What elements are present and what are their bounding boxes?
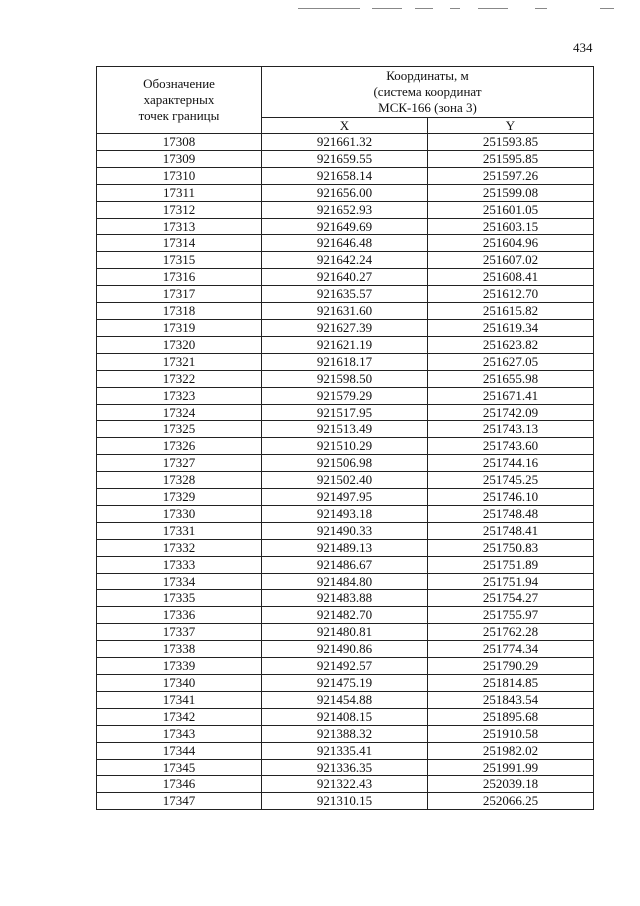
y-coordinate-cell: 251748.48 [428,505,594,522]
y-coordinate-cell: 251607.02 [428,252,594,269]
x-coordinate-cell: 921579.29 [262,387,428,404]
table-row [97,522,594,539]
y-coordinate-cell: 251762.28 [428,624,594,641]
table-row [97,556,594,573]
point-id-cell: 17343 [97,725,262,742]
y-coordinate-cell: 251601.05 [428,201,594,218]
x-coordinate-cell: 921598.50 [262,370,428,387]
x-coordinate-cell: 921517.95 [262,404,428,421]
point-id-cell: 17329 [97,489,262,506]
y-coordinate-cell: 251895.68 [428,708,594,725]
table-row [97,658,594,675]
x-coordinate-cell: 921493.18 [262,505,428,522]
point-id-cell: 17321 [97,353,262,370]
y-coordinate-cell: 251599.08 [428,184,594,201]
x-coordinate-cell: 921310.15 [262,793,428,810]
page-number: 434 [573,40,593,55]
x-coordinate-cell: 921661.32 [262,134,428,151]
x-coordinate-cell: 921658.14 [262,167,428,184]
point-id-cell: 17310 [97,167,262,184]
table-row [97,759,594,776]
table-row [97,167,594,184]
table-row [97,201,594,218]
coordinates-table [96,66,594,810]
table-body [97,134,594,810]
y-coordinate-cell: 251754.27 [428,590,594,607]
y-coordinate-cell: 251603.15 [428,218,594,235]
y-coordinate-cell: 251745.25 [428,472,594,489]
y-coordinate-cell: 251755.97 [428,607,594,624]
table-row [97,489,594,506]
y-coordinate-cell: 251982.02 [428,742,594,759]
point-id-cell: 17312 [97,201,262,218]
table-row [97,793,594,810]
x-coordinate-cell: 921627.39 [262,319,428,336]
x-coordinate-cell: 921486.67 [262,556,428,573]
y-coordinate-cell: 252066.25 [428,793,594,810]
x-coordinate-cell: 921631.60 [262,303,428,320]
y-coordinate-cell: 251814.85 [428,675,594,692]
y-coordinate-cell: 251742.09 [428,404,594,421]
table-row [97,218,594,235]
y-coordinate-cell: 251615.82 [428,303,594,320]
header-line: точек границы [138,108,220,123]
scan-artifact-line [450,8,460,9]
table-row [97,691,594,708]
point-id-cell: 17314 [97,235,262,252]
point-id-cell: 17330 [97,505,262,522]
point-id-cell: 17344 [97,742,262,759]
y-coordinate-cell: 251991.99 [428,759,594,776]
y-coordinate-cell: 251774.34 [428,641,594,658]
point-id-cell: 17334 [97,573,262,590]
table-row [97,539,594,556]
point-id-cell: 17326 [97,438,262,455]
point-id-cell: 17332 [97,539,262,556]
table-row [97,675,594,692]
y-coordinate-cell: 251593.85 [428,134,594,151]
x-coordinate-cell: 921335.41 [262,742,428,759]
y-coordinate-cell: 251751.94 [428,573,594,590]
x-coordinate-cell: 921646.48 [262,235,428,252]
scan-artifact-line [298,8,360,9]
point-id-cell: 17331 [97,522,262,539]
x-coordinate-cell: 921502.40 [262,472,428,489]
table-row [97,252,594,269]
table-row [97,708,594,725]
table-row [97,319,594,336]
header-line: Координаты, м [386,68,469,83]
x-coordinate-cell: 921489.13 [262,539,428,556]
point-id-cell: 17337 [97,624,262,641]
x-coordinate-cell: 921408.15 [262,708,428,725]
y-coordinate-cell: 251612.70 [428,286,594,303]
y-coordinate-cell: 251751.89 [428,556,594,573]
y-coordinate-cell: 251790.29 [428,658,594,675]
table-row [97,641,594,658]
table-row [97,742,594,759]
point-id-cell: 17339 [97,658,262,675]
table-row [97,404,594,421]
y-coordinate-cell: 251671.41 [428,387,594,404]
x-coordinate-cell: 921652.93 [262,201,428,218]
header-line: характерных [143,92,215,107]
x-coordinate-cell: 921618.17 [262,353,428,370]
table-header [97,67,594,134]
table-row [97,505,594,522]
table-row [97,624,594,641]
table-row [97,455,594,472]
table-row [97,607,594,624]
point-id-cell: 17345 [97,759,262,776]
x-coordinate-cell: 921492.57 [262,658,428,675]
point-id-cell: 17335 [97,590,262,607]
y-coordinate-cell: 251843.54 [428,691,594,708]
point-id-cell: 17347 [97,793,262,810]
y-coordinate-cell: 251750.83 [428,539,594,556]
point-id-cell: 17320 [97,336,262,353]
x-coordinate-cell: 921475.19 [262,675,428,692]
table-row [97,303,594,320]
point-id-cell: 17346 [97,776,262,793]
x-coordinate-cell: 921388.32 [262,725,428,742]
y-coordinate-cell: 251604.96 [428,235,594,252]
y-coordinate-cell: 251627.05 [428,353,594,370]
x-coordinate-cell: 921649.69 [262,218,428,235]
y-coordinate-cell: 251746.10 [428,489,594,506]
point-id-cell: 17333 [97,556,262,573]
x-coordinate-cell: 921336.35 [262,759,428,776]
table-row [97,150,594,167]
x-coordinate-cell: 921497.95 [262,489,428,506]
scan-artifact-line [535,8,547,9]
table-row [97,472,594,489]
y-column-header: Y [428,118,594,134]
y-coordinate-cell: 251910.58 [428,725,594,742]
scan-artifact-line [415,8,433,9]
point-id-cell: 17342 [97,708,262,725]
point-id-cell: 17317 [97,286,262,303]
coordinates-header [262,67,594,118]
table-row [97,387,594,404]
y-coordinate-cell: 251744.16 [428,455,594,472]
point-id-cell: 17322 [97,370,262,387]
table-row [97,269,594,286]
scan-artifact-line [478,8,508,9]
x-coordinate-cell: 921484.80 [262,573,428,590]
x-coordinate-cell: 921490.33 [262,522,428,539]
header-line: (система координат [373,84,482,99]
header-line: МСК-166 (зона 3) [378,100,477,115]
y-coordinate-cell: 252039.18 [428,776,594,793]
y-coordinate-cell: 251748.41 [428,522,594,539]
point-id-cell: 17309 [97,150,262,167]
point-id-cell: 17338 [97,641,262,658]
table-row [97,353,594,370]
table-row [97,370,594,387]
table-row [97,421,594,438]
x-coordinate-cell: 921483.88 [262,590,428,607]
table-row [97,235,594,252]
header-line: Обозначение [143,76,215,91]
table-row [97,776,594,793]
x-column-header: X [262,118,428,134]
table-row [97,134,594,151]
x-coordinate-cell: 921513.49 [262,421,428,438]
table-row [97,573,594,590]
scan-artifact-line [372,8,402,9]
scan-artifact-line [600,8,614,9]
x-coordinate-cell: 921480.81 [262,624,428,641]
point-id-cell: 17327 [97,455,262,472]
x-coordinate-cell: 921642.24 [262,252,428,269]
y-coordinate-cell: 251597.26 [428,167,594,184]
point-id-cell: 17325 [97,421,262,438]
x-coordinate-cell: 921640.27 [262,269,428,286]
x-coordinate-cell: 921621.19 [262,336,428,353]
point-id-cell: 17324 [97,404,262,421]
y-coordinate-cell: 251619.34 [428,319,594,336]
table-row [97,725,594,742]
x-coordinate-cell: 921510.29 [262,438,428,455]
point-id-cell: 17313 [97,218,262,235]
x-coordinate-cell: 921322.43 [262,776,428,793]
point-id-cell: 17336 [97,607,262,624]
x-coordinate-cell: 921659.55 [262,150,428,167]
point-id-cell: 17340 [97,675,262,692]
y-coordinate-cell: 251655.98 [428,370,594,387]
table-row [97,438,594,455]
point-id-cell: 17318 [97,303,262,320]
point-id-cell: 17328 [97,472,262,489]
x-coordinate-cell: 921506.98 [262,455,428,472]
x-coordinate-cell: 921656.00 [262,184,428,201]
table-row [97,184,594,201]
table-row [97,590,594,607]
y-coordinate-cell: 251623.82 [428,336,594,353]
y-coordinate-cell: 251743.60 [428,438,594,455]
x-coordinate-cell: 921490.86 [262,641,428,658]
table-row [97,336,594,353]
y-coordinate-cell: 251743.13 [428,421,594,438]
y-coordinate-cell: 251608.41 [428,269,594,286]
point-id-cell: 17316 [97,269,262,286]
point-id-cell: 17319 [97,319,262,336]
x-coordinate-cell: 921482.70 [262,607,428,624]
point-designation-header [97,67,262,134]
table-row [97,286,594,303]
point-id-cell: 17311 [97,184,262,201]
point-id-cell: 17308 [97,134,262,151]
x-coordinate-cell: 921635.57 [262,286,428,303]
point-id-cell: 17341 [97,691,262,708]
x-coordinate-cell: 921454.88 [262,691,428,708]
y-coordinate-cell: 251595.85 [428,150,594,167]
point-id-cell: 17315 [97,252,262,269]
point-id-cell: 17323 [97,387,262,404]
